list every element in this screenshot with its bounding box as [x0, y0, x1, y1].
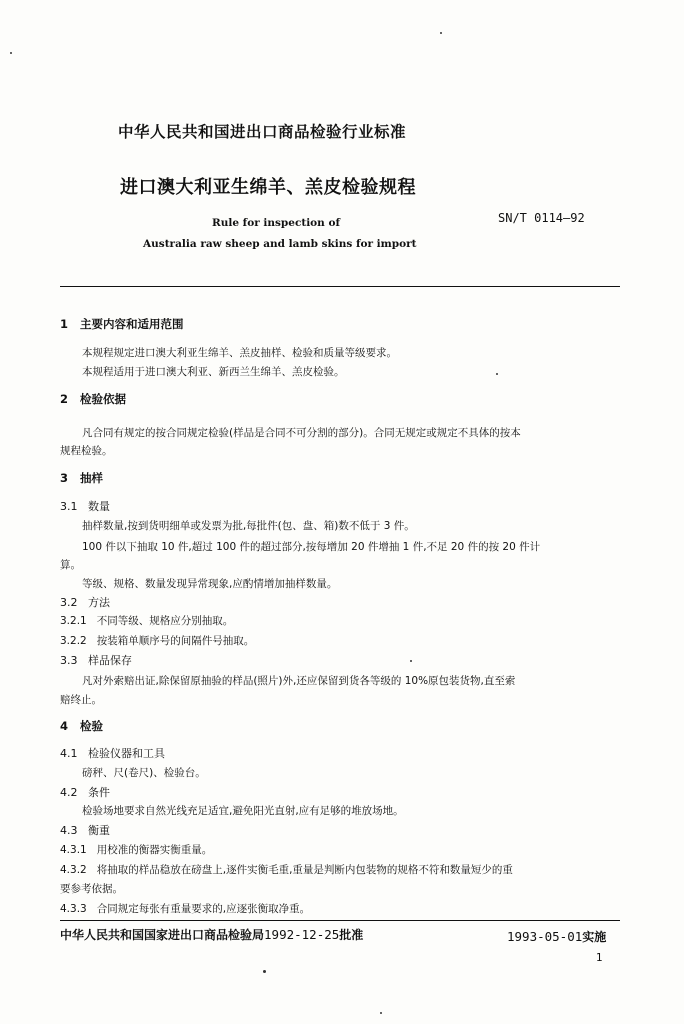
section-title: 检验: [80, 719, 104, 733]
clause-4-3-1: [60, 842, 212, 857]
page-number: 1: [596, 952, 603, 964]
subsection-number: 4.3: [60, 824, 78, 837]
clause-text: 合同规定每张有重量要求的,应逐张衡取净重。: [96, 903, 311, 915]
scan-speck: [440, 32, 442, 34]
clause-number: 3.2.1: [60, 615, 87, 627]
section-2-heading: [60, 391, 126, 407]
subsection-3-1-heading: [60, 498, 110, 514]
paragraph: 本规程规定进口澳大利亚生绵羊、羔皮抽样、检验和质量等级要求。: [82, 347, 397, 359]
section-title: 检验依据: [80, 392, 127, 406]
approval-org: 中华人民共和国国家进出口商品检验局: [60, 928, 265, 942]
approval-line: [60, 926, 363, 943]
scan-speck: [496, 373, 498, 375]
subsection-title: 条件: [88, 786, 110, 799]
paragraph: 抽样数量,按到货明细单或发票为批,每批件(包、盘、箱)数不低于 3 件。: [82, 520, 415, 532]
implementation-date: 1993-05-01: [507, 929, 583, 944]
english-title-line1: Rule for inspection of: [212, 217, 340, 229]
clause-text: 将抽取的样品稳放在磅盘上,逐件实衡毛重,重量是判断内包装物的规格不符和数量短少的重: [96, 864, 513, 876]
subsection-3-3-heading: [60, 652, 132, 668]
subsection-title: 检验仪器和工具: [88, 747, 165, 760]
subsection-4-3-heading: [60, 822, 110, 838]
clause-3-2-2: [60, 633, 254, 648]
paragraph: 100 件以下抽取 10 件,超过 100 件的超过部分,按每增加 20 件增抽 1 件,不足 20 件的按 20 件计: [82, 541, 541, 553]
implementation-suffix: 实施: [582, 930, 607, 944]
header-divider: [60, 286, 620, 287]
subsection-number: 3.1: [60, 500, 78, 513]
paragraph: 要参考依据。: [60, 883, 123, 895]
english-title-line2: Australia raw sheep and lamb skins for import: [143, 238, 417, 250]
subsection-number: 4.2: [60, 786, 78, 799]
section-number: 3: [60, 471, 69, 485]
subsection-title: 衡重: [88, 824, 110, 837]
clause-number: 4.3.1: [60, 844, 87, 856]
paragraph: 规程检验。: [60, 445, 113, 457]
section-number: 2: [60, 392, 69, 406]
section-title: 抽样: [80, 471, 104, 485]
clause-number: 4.3.2: [60, 864, 87, 876]
approval-suffix: 批准: [339, 928, 364, 942]
paragraph: 本规程适用于进口澳大利亚、新西兰生绵羊、羔皮检验。: [82, 366, 345, 378]
scan-speck: [380, 1012, 382, 1014]
clause-text: 不同等级、规格应分别抽取。: [96, 615, 234, 627]
section-1-heading: [60, 316, 184, 332]
document-title: 进口澳大利亚生绵羊、羔皮检验规程: [120, 177, 416, 198]
subsection-number: 3.2: [60, 596, 78, 609]
subsection-title: 数量: [88, 500, 110, 513]
clause-4-3-2: [60, 862, 513, 877]
subsection-title: 样品保存: [88, 654, 132, 667]
scan-speck: [263, 970, 266, 973]
section-number: 1: [60, 317, 69, 331]
paragraph: 凡合同有规定的按合同规定检验(样品是合同不可分割的部分)。合同无规定或规定不具体的按本: [82, 427, 521, 439]
clause-number: 4.3.3: [60, 903, 87, 915]
subsection-number: 3.3: [60, 654, 78, 667]
approval-date: 1992-12-25: [264, 927, 340, 942]
clause-number: 3.2.2: [60, 635, 87, 647]
subsection-number: 4.1: [60, 747, 78, 760]
section-4-heading: [60, 718, 103, 734]
section-3-heading: [60, 470, 103, 486]
subsection-4-2-heading: [60, 784, 110, 800]
footer-divider: [60, 920, 620, 921]
standard-number: SN/T 0114—92: [498, 211, 585, 225]
paragraph: 算。: [60, 559, 81, 571]
clause-4-3-3: [60, 901, 310, 916]
implementation-line: [507, 928, 606, 945]
paragraph: 凡对外索赔出证,除保留原抽验的样品(照片)外,还应保留到货各等级的 10%原包装货物,直至索: [82, 675, 516, 687]
paragraph: 磅秤、尺(卷尺)、检验台。: [82, 767, 206, 779]
paragraph: 检验场地要求自然光线充足适宜,避免阳光直射,应有足够的堆放场地。: [82, 805, 404, 817]
standard-category: 中华人民共和国进出口商品检验行业标准: [118, 123, 407, 141]
clause-text: 用校准的衡器实衡重量。: [96, 844, 213, 856]
scan-speck: [10, 52, 12, 54]
section-number: 4: [60, 719, 69, 733]
scan-speck: [410, 660, 412, 662]
subsection-title: 方法: [88, 596, 110, 609]
subsection-3-2-heading: [60, 594, 110, 610]
section-title: 主要内容和适用范围: [80, 317, 184, 331]
paragraph: 赔终止。: [60, 694, 102, 706]
clause-text: 按装箱单顺序号的间隔件号抽取。: [96, 635, 255, 647]
paragraph: 等级、规格、数量发现异常现象,应酌情增加抽样数量。: [82, 578, 338, 590]
clause-3-2-1: [60, 613, 233, 628]
subsection-4-1-heading: [60, 745, 165, 761]
